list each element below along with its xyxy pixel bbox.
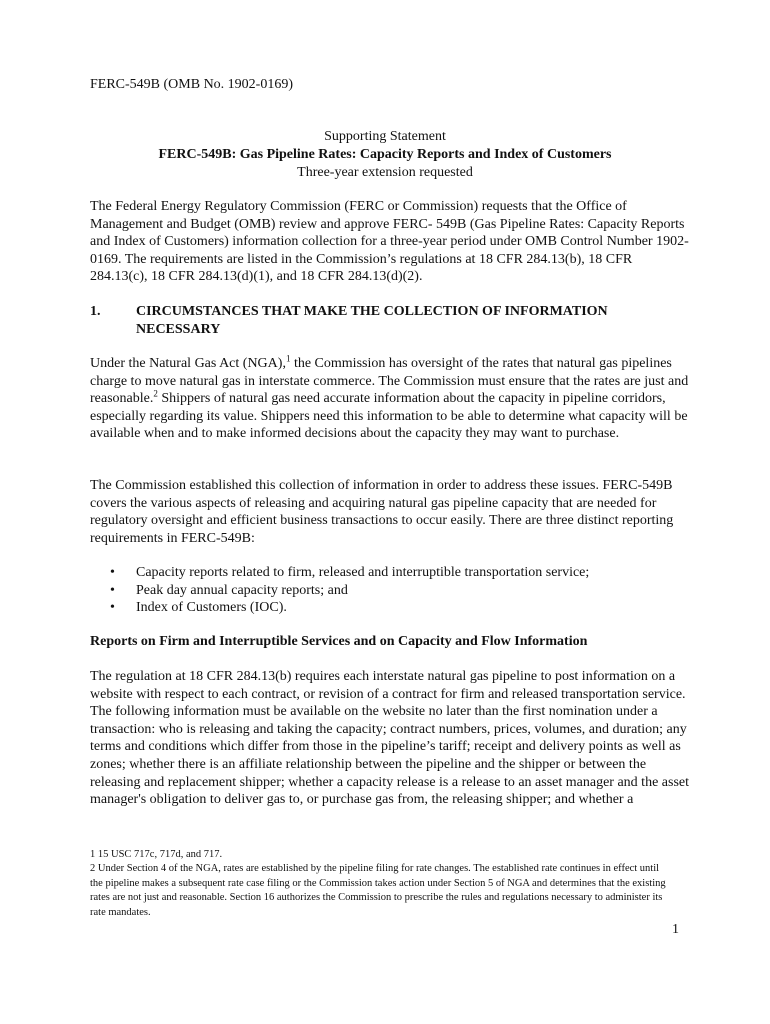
footnote-1: 1 15 USC 717c, 717d, and 717. [90, 849, 223, 860]
subsection-heading: Reports on Firm and Interruptible Services and on Capacity and Flow Information [90, 634, 588, 649]
supporting-statement-label: Supporting Statement [324, 129, 446, 144]
section-1-number: 1. [90, 304, 101, 319]
list-item: • Peak day annual capacity reports; and [110, 582, 680, 600]
list-item: • Index of Customers (IOC). [110, 599, 680, 617]
footnotes [90, 848, 670, 920]
section-1-title: CIRCUMSTANCES THAT MAKE THE COLLECTION OF INFORMATION NECESSARY [136, 304, 608, 337]
form-id-header: FERC-549B (OMB No. 1902-0169) [90, 77, 294, 92]
para1-part-a: Under the Natural Gas Act (NGA), [90, 356, 286, 371]
title-block [0, 128, 770, 182]
extension-note: Three-year extension requested [297, 165, 473, 180]
document-title: FERC-549B: Gas Pipeline Rates: Capacity Reports and Index of Customers [158, 147, 612, 162]
intro-paragraph: The Federal Energy Regulatory Commission (FERC or Commission) requests that the Office of Management and Budget (OMB) review and approve FERC- 549B (Gas Pipeline Rates: Capacity Reports and Index of Customers) information collection for a three-year period under OMB Control Number 1902-0169. The requirements are listed in the Commission’s regulations at 18 CFR 284.13(b), 18 CFR 284.13(c), 18 CFR 284.13(d)(1), and 18 CFR 284.13(d)(2). [90, 199, 689, 285]
para1-part-c: Shippers of natural gas need accurate information about the capacity in pipeline corridors, especially regarding its value. Shippers need this information to be able to determine what capacity will be available when and to make informed decisions about the capacity they may want to purchase. [90, 391, 688, 442]
footnote-ref-2: 2 [153, 388, 158, 399]
requirements-list [110, 564, 680, 617]
page-number: 1 [672, 922, 679, 937]
para1-part-b: the Commission has oversight of the rates that natural gas pipelines charge to move natural gas in interstate commerce. The Commission must ensure that the rates are just and reasonable. [90, 356, 689, 407]
subsection-paragraph: The regulation at 18 CFR 284.13(b) requires each interstate natural gas pipeline to post information on a website with respect to each contract, or revision of a contract for firm and released transportation service. The following information must be available on the website no later than the first nomination under a transaction: who is releasing and taking the capacity; contract numbers, prices, volumes, and duration; any terms and conditions which differ from those in the pipeline’s tariff; receipt and delivery points as well as zones; whether there is an affiliate relationship between the pipeline and the shipper or between the releasing and replacement shipper; whether a capacity release is a release to an asset manager and the asset manager's obligation to deliver gas to, or purchase gas from, the releasing shipper; and whether a [90, 669, 689, 808]
footnote-ref-1: 1 [285, 353, 291, 364]
section-1-paragraph-2: The Commission established this collection of information in order to address these issues. FERC-549B covers the various aspects of releasing and acquiring natural gas pipeline capacity that are needed for regulatory oversight and efficient business transactions to occur easily. There are three distinct reporting requirements in FERC-549B: [90, 478, 674, 546]
footnote-2: 2 Under Section 4 of the NGA, rates are established by the pipeline filing for rate changes. The established rate continues in effect until the pipeline makes a subsequent rate case filing or the Commission takes action under Section 5 of NGA and determines that the existing rates are not just and reasonable. Section 16 authorizes the Commission to prescribe the rules and regulations necessary to administer its rate mandates. [90, 863, 666, 918]
section-1-paragraph-1 [90, 355, 690, 443]
list-item: • Capacity reports related to firm, released and interruptible transportation service; [110, 564, 680, 582]
